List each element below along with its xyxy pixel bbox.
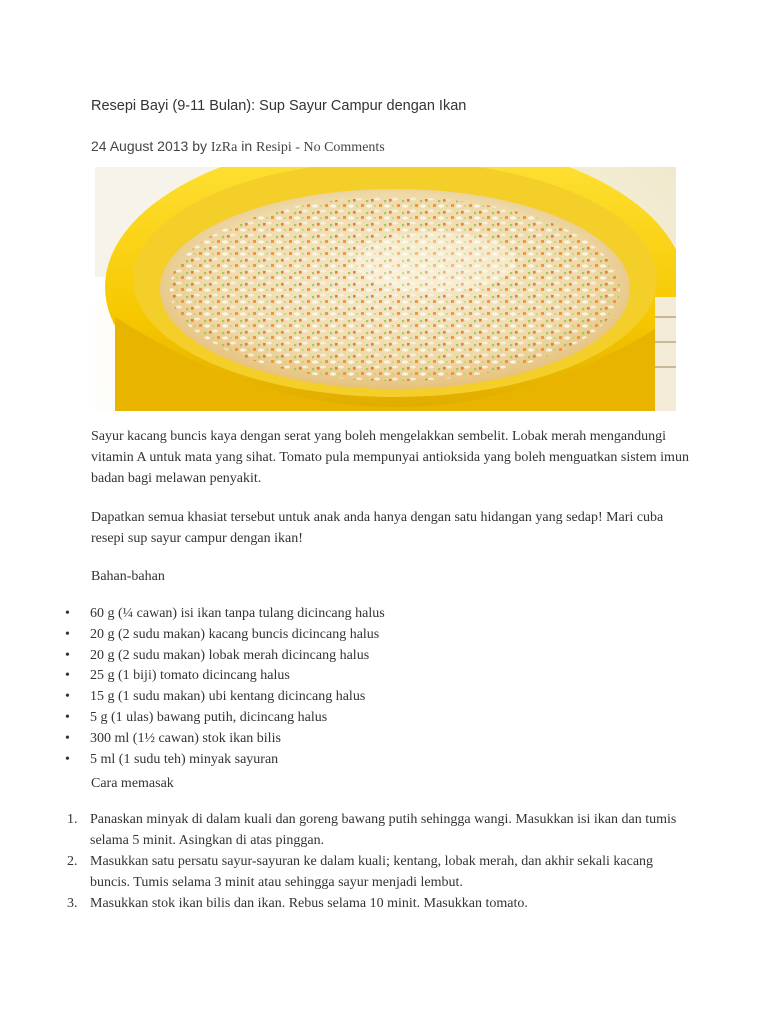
ingredients-heading: Bahan-bahan [91, 569, 165, 584]
list-item [62, 645, 702, 666]
category-link[interactable]: Resipi [256, 140, 292, 155]
list-item [62, 851, 682, 893]
bullet-icon: • [65, 626, 70, 642]
method-heading: Cara memasak [91, 776, 174, 791]
list-item [62, 603, 702, 624]
ingredient-text: 300 ml (1½ cawan) stok ikan bilis [90, 730, 281, 746]
ingredient-text: 20 g (2 sudu makan) kacang buncis dicincang halus [90, 626, 380, 642]
step-number: 2. [67, 854, 78, 869]
bullet-icon: • [65, 647, 70, 663]
food-photo-icon [95, 167, 676, 411]
cta-paragraph: Dapatkan semua khasiat tersebut untuk anak anda hanya dengan satu hidangan yang sedap! Mari cuba resepi sup sayur campur dengan ikan! [91, 510, 664, 546]
article-title: Resepi Bayi (9-11 Bulan): Sup Sayur Campur dengan Ikan [91, 98, 467, 114]
comments-link[interactable]: No Comments [303, 140, 385, 155]
step-text: Masukkan satu persatu sayur-sayuran ke dalam kuali; kentang, lobak merah, dan akhir sekali kacang buncis. Tumis selama 3 minit atau sehingga sayur menjadi lembut. [90, 854, 654, 890]
bullet-icon: • [65, 709, 70, 725]
list-item [62, 624, 702, 645]
bullet-icon: • [65, 668, 70, 684]
article-meta [91, 138, 385, 156]
step-text: Panaskan minyak di dalam kuali dan goreng bawang putih sehingga wangi. Masukkan isi ikan dan tumis selama 5 minit. Asingkan di atas pinggan. [90, 812, 677, 848]
step-number: 3. [67, 896, 78, 911]
ingredient-text: 5 ml (1 sudu teh) minyak sayuran [90, 751, 279, 767]
list-item [62, 749, 702, 770]
by-text: by [188, 138, 211, 154]
list-item [62, 707, 702, 728]
ingredient-text: 20 g (2 sudu makan) lobak merah dicincang halus [90, 647, 370, 663]
step-text: Masukkan stok ikan bilis dan ikan. Rebus selama 10 minit. Masukkan tomato. [90, 896, 528, 911]
list-item [62, 665, 702, 686]
list-item [62, 686, 702, 707]
in-text: in [237, 138, 257, 154]
ingredient-text: 5 g (1 ulas) bawang putih, dicincang halus [90, 709, 328, 725]
bullet-icon: • [65, 730, 70, 746]
ingredients-list [62, 603, 702, 769]
meta-separator: - [291, 140, 304, 155]
ingredient-text: 60 g (¼ cawan) isi ikan tanpa tulang dicincang halus [90, 606, 385, 621]
intro-paragraph: Sayur kacang buncis kaya dengan serat yang boleh mengelakkan sembelit. Lobak merah mengandungi vitamin A untuk mata yang sihat. Tomato pula mempunyai antioksida yang boleh menguatkan sistem imun badan bagi melawan penyakit. [91, 429, 689, 486]
list-item [62, 893, 682, 914]
method-steps [62, 809, 682, 914]
food-photo [95, 167, 676, 411]
ingredient-text: 15 g (1 sudu makan) ubi kentang dicincang halus [90, 689, 366, 705]
author-link[interactable]: IzRa [210, 140, 238, 155]
post-date: 24 August 2013 [91, 138, 189, 154]
list-item [62, 728, 702, 749]
bullet-icon: • [65, 751, 70, 767]
ingredient-text: 25 g (1 biji) tomato dicincang halus [90, 668, 290, 684]
bullet-icon: • [65, 606, 70, 621]
step-number: 1. [67, 812, 78, 827]
list-item [62, 809, 682, 851]
bullet-icon: • [65, 689, 70, 705]
